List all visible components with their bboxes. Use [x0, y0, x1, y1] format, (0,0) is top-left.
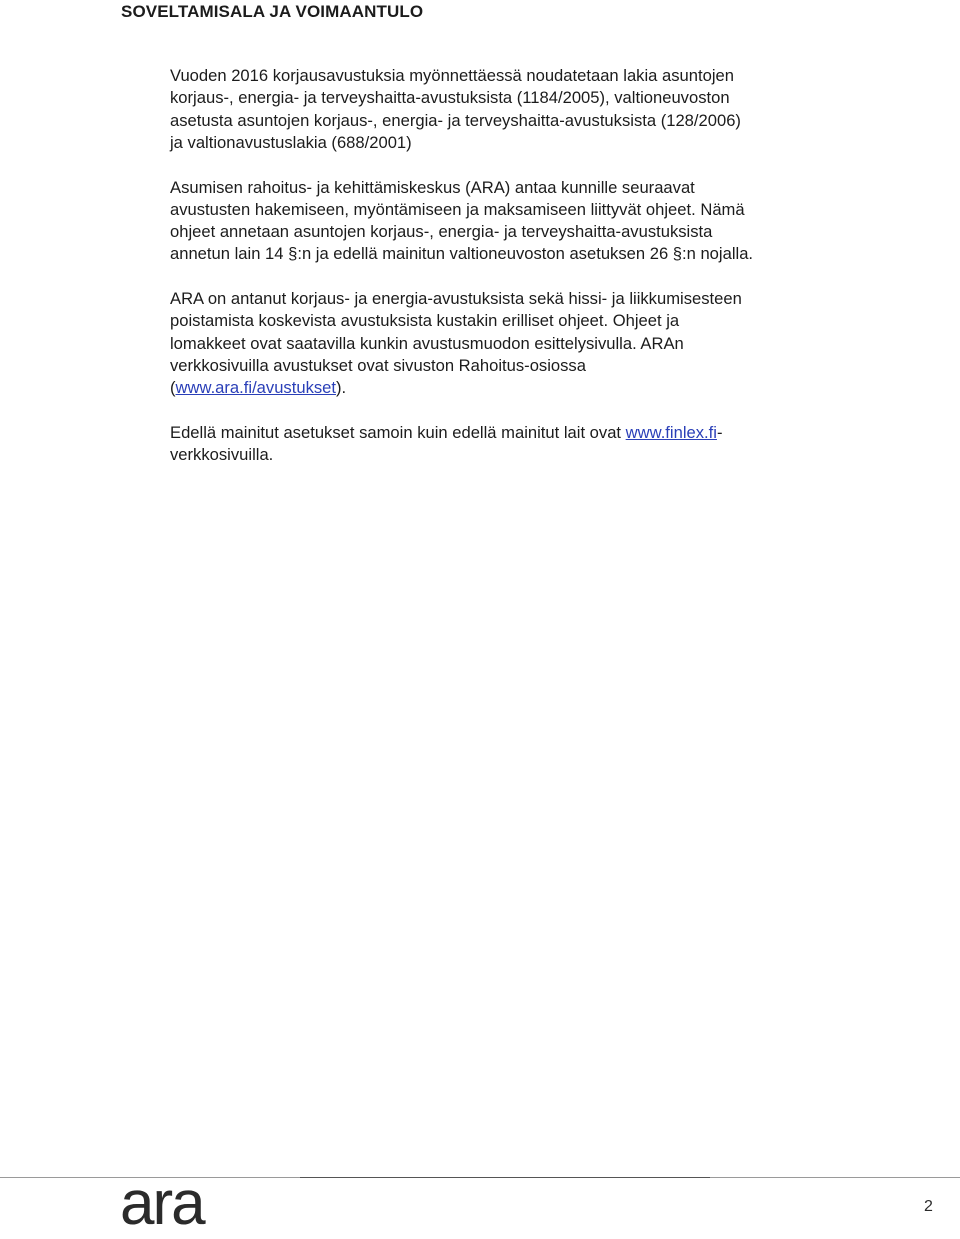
- text-line: annetun lain 14 §:n ja edellä mainitun valtioneuvoston asetuksen 26 §:n nojalla.: [170, 244, 754, 264]
- text-line: Asumisen rahoitus- ja kehittämiskeskus (ARA) antaa kunnille seuraavat: [170, 177, 695, 197]
- footer-divider-accent: [300, 1177, 710, 1178]
- text-line: Vuoden 2016 korjausavustuksia myönnettäessä noudatetaan lakia asuntojen: [170, 66, 734, 85]
- text-line: korjaus-, energia- ja terveyshaitta-avustuksista (1184/2005), valtioneuvoston: [170, 88, 730, 108]
- text-line: lomakkeet ovat saatavilla kunkin avustusmuodon esittelysivulla. ARAn: [170, 333, 684, 353]
- ara-logo: ara: [120, 1169, 204, 1238]
- finlex-hyphen: -: [716, 423, 723, 443]
- finlex-lead-text: Edellä mainitut asetukset samoin kuin edellä mainitut lait ovat: [170, 423, 626, 443]
- text-line: asetusta asuntojen korjaus-, energia- ja terveyshaitta-avustuksista (128/2006): [170, 110, 741, 130]
- document-body: [170, 65, 870, 489]
- text-line: verkkosivuilla.: [170, 445, 274, 465]
- paragraph-ara-instructions: [170, 177, 870, 266]
- link-open-paren: (: [170, 378, 176, 398]
- section-heading: SOVELTAMISALA JA VOIMAANTULO: [121, 2, 424, 21]
- text-line: ARA on antanut korjaus- ja energia-avustuksista sekä hissi- ja liikkumisesteen: [170, 289, 742, 309]
- link-close-paren: ).: [336, 378, 347, 398]
- paragraph-scope: [170, 65, 870, 154]
- text-line: ja valtionavustuslakia (688/2001): [170, 132, 412, 152]
- paragraph-finlex: [170, 422, 870, 467]
- text-line: verkkosivuilla avustukset ovat sivuston Rahoitus-osiossa: [170, 356, 586, 376]
- text-line: [170, 377, 870, 399]
- text-line: [170, 422, 870, 444]
- text-line: ohjeet annetaan asuntojen korjaus-, energia- ja terveyshaitta-avustuksista: [170, 222, 713, 242]
- text-line: avustusten hakemiseen, myöntämiseen ja maksamiseen liittyvät ohjeet. Nämä: [170, 199, 745, 219]
- text-line: poistamista koskevista avustuksista kustakin erilliset ohjeet. Ohjeet ja: [170, 311, 680, 331]
- paragraph-ara-guides: [170, 288, 870, 399]
- finlex-link[interactable]: www.finlex.fi: [625, 423, 717, 443]
- page-number: 2: [924, 1198, 933, 1215]
- ara-avustukset-link[interactable]: www.ara.fi/avustukset: [175, 378, 336, 398]
